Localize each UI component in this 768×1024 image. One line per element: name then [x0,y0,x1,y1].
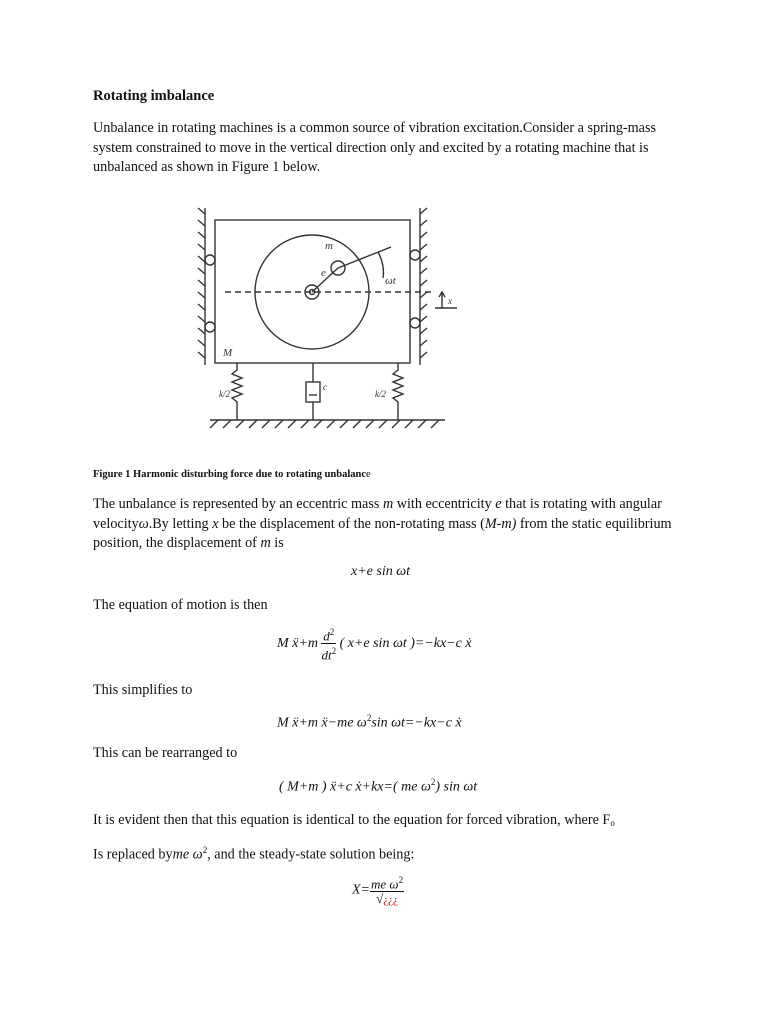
displacement-equation: x+e sin ωt [351,564,410,579]
simplifies-text: This simplifies to [93,682,193,698]
simplified-equation: M ẍ+m ẍ−me $\omega^2\sin$ ωt=−kx−c ẋ [277,713,462,731]
rearranged-equation: ( M+m ) ẍ+c ẋ+kx=( me $\omega^2$) sin ωt [279,777,478,795]
motion-intro-text: The equation of motion is then [93,597,268,613]
svg-text:e: e [321,267,326,279]
motion-equation: M ẍ+m $\frac{d^2}{dt^2}$ ( x+e sin ωt )=−kx−c ẋ [277,627,472,663]
svg-text:x: x [448,296,452,306]
forced-vibration-text: It is evident then that this equation is identical to the equation for forced vibration, where $F_o$ [93,812,615,828]
figure-caption: Figure 1 Harmonic disturbing force due to rotating unbalance [93,469,371,480]
svg-text:M: M [223,347,233,359]
svg-text:m: m [325,240,333,252]
svg-text:ωt: ωt [385,275,396,287]
intro-paragraph: Unbalance in rotating machines is a common source of vibration excitation.Consider a spring-mass system constrained to move in the vertical direction only and excited by a rotating machine that is unbalanced as shown in Figure 1 below. [93,120,657,175]
svg-text:k/2: k/2 [219,389,230,399]
svg-text:k/2: k/2 [375,389,386,399]
svg-text:c: c [323,382,327,392]
section-heading: Rotating imbalance [93,88,215,104]
figure-rotating-unbalance-diagram [195,190,460,452]
replaced-by-text: Is replaced byme $\omega^2$, and the steady-state solution being: [93,845,415,863]
steady-state-solution-equation: X= $\frac{me \omega^2}{√¿¿¿}$ [352,875,404,907]
rearranged-text: This can be rearranged to [93,745,238,761]
unbalance-paragraph: The unbalance is represented by an eccentric mass m with eccentricity e that is rotating with angular velocityω.By letting x be the displacement of the non-rotating mass (M-m) from the static equilibrium position, the displacement of m is [93,496,672,551]
